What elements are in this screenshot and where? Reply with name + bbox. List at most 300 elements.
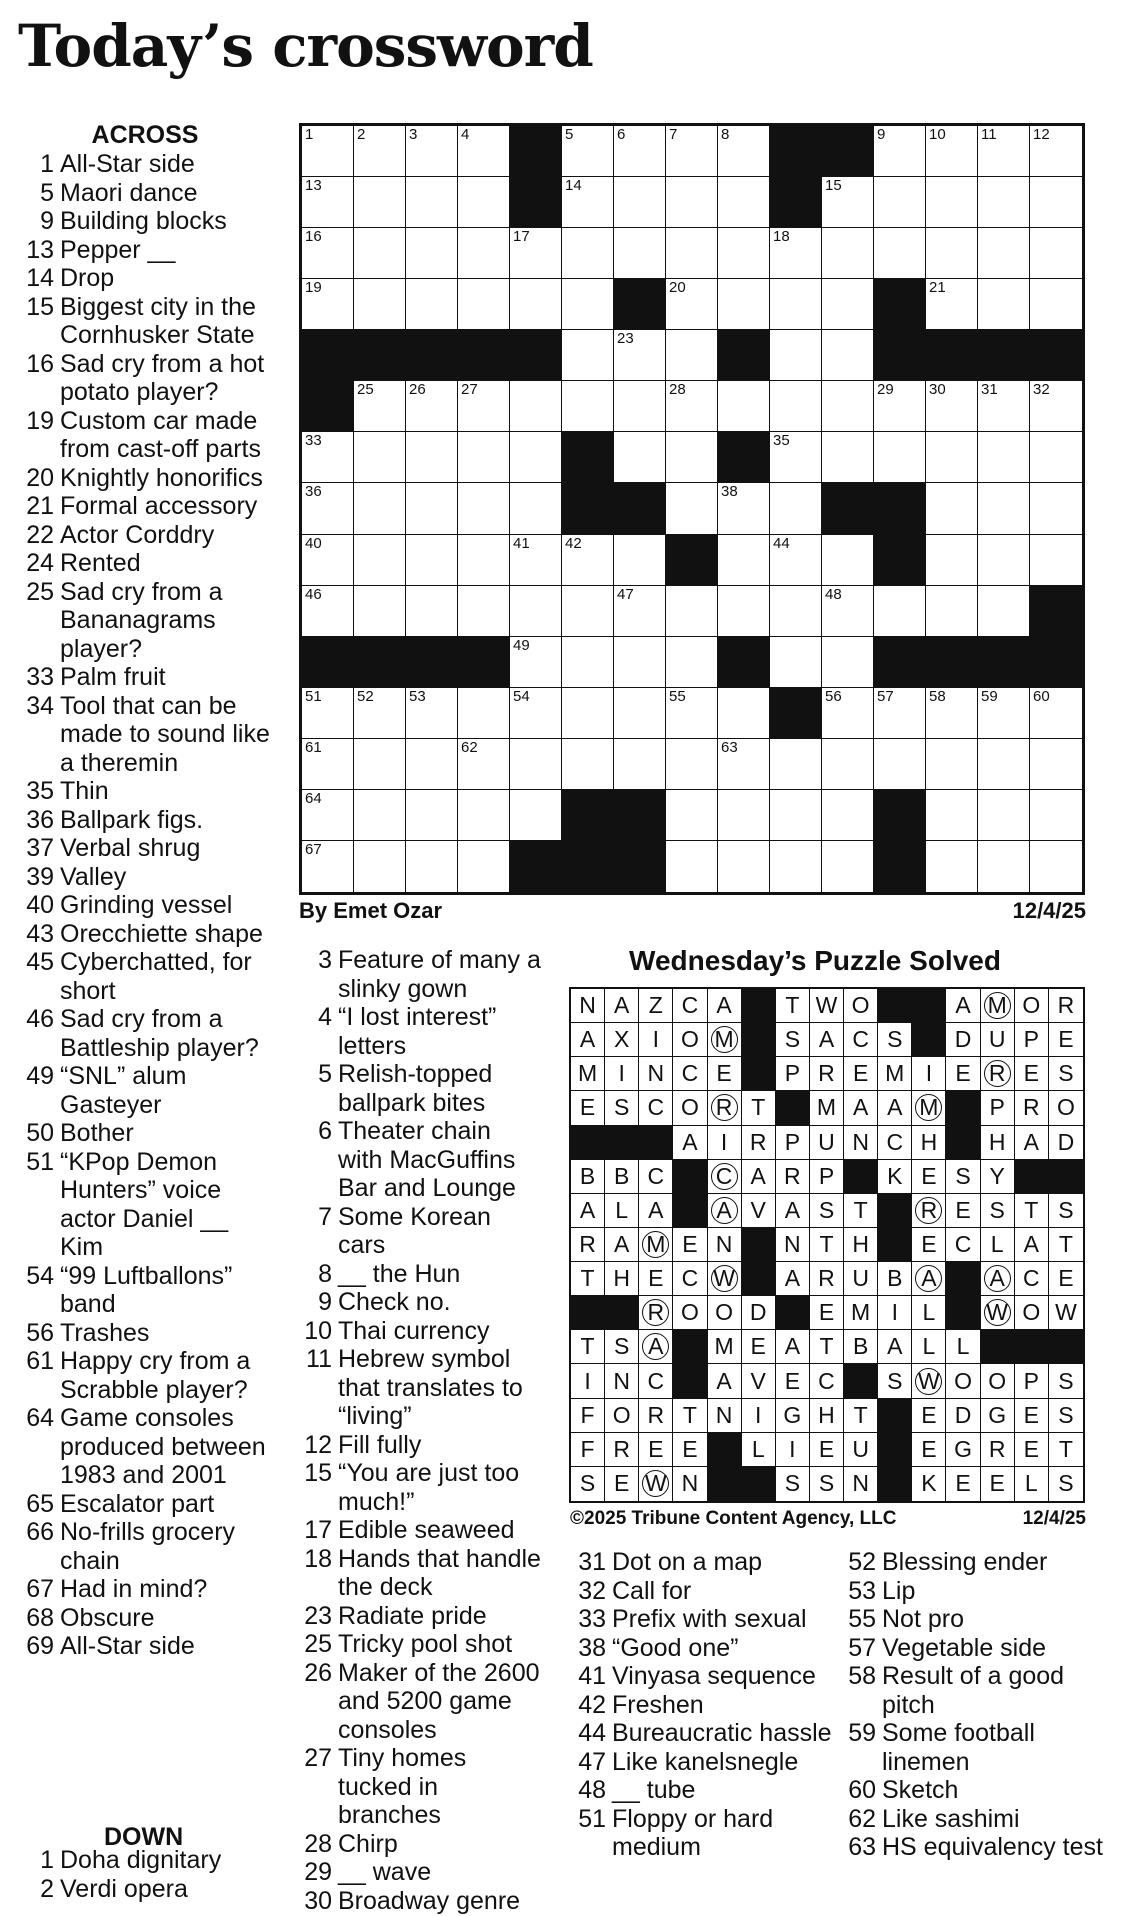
grid-cell[interactable] (614, 228, 666, 279)
grid-block (510, 126, 562, 177)
grid-cell[interactable] (458, 126, 510, 177)
grid-cell[interactable] (822, 177, 874, 228)
across-clue[interactable] (14, 806, 276, 835)
across-clue[interactable] (14, 407, 276, 464)
clue-number: 19 (26, 406, 54, 435)
across-clue[interactable] (14, 1262, 276, 1319)
grid-cell[interactable] (510, 483, 562, 534)
grid-cell[interactable] (406, 739, 458, 790)
grid-cell[interactable] (302, 586, 354, 637)
down-clue[interactable] (292, 1659, 542, 1745)
grid-cell[interactable] (926, 586, 978, 637)
down-clue[interactable] (292, 1630, 542, 1659)
grid-cell[interactable] (510, 535, 562, 586)
grid-cell[interactable] (926, 535, 978, 586)
across-clue[interactable] (14, 1005, 276, 1062)
down-clue[interactable] (836, 1776, 1106, 1805)
down-clue[interactable] (292, 1203, 542, 1260)
grid-cell[interactable] (614, 381, 666, 432)
grid-cell[interactable] (302, 841, 354, 892)
grid-cell[interactable] (718, 739, 770, 790)
down-clue[interactable] (836, 1662, 1106, 1719)
grid-cell[interactable] (354, 432, 406, 483)
grid-cell[interactable] (458, 841, 510, 892)
grid-cell[interactable] (1030, 432, 1082, 483)
grid-cell[interactable] (614, 739, 666, 790)
down-clue[interactable] (292, 1117, 542, 1203)
grid-cell[interactable] (458, 381, 510, 432)
grid-cell[interactable] (926, 177, 978, 228)
grid-cell[interactable] (510, 432, 562, 483)
grid-cell[interactable] (302, 739, 354, 790)
grid-cell[interactable] (614, 535, 666, 586)
grid-cell[interactable] (562, 228, 614, 279)
crossword-grid[interactable] (299, 123, 1085, 895)
down-clue[interactable] (292, 946, 542, 1003)
grid-cell[interactable] (978, 381, 1030, 432)
down-clue[interactable] (836, 1605, 1106, 1634)
across-clue[interactable] (14, 1062, 276, 1119)
grid-cell[interactable] (302, 126, 354, 177)
across-clue[interactable] (14, 920, 276, 949)
across-clue-list (14, 150, 276, 1661)
grid-cell[interactable] (926, 228, 978, 279)
grid-cell[interactable] (874, 739, 926, 790)
grid-cell[interactable] (926, 790, 978, 841)
grid-cell[interactable] (666, 739, 718, 790)
grid-cell[interactable] (978, 228, 1030, 279)
solution-letter: E (1015, 1399, 1049, 1433)
across-clue[interactable] (14, 777, 276, 806)
grid-cell[interactable] (770, 841, 822, 892)
grid-cell[interactable] (354, 688, 406, 739)
grid-block (562, 483, 614, 534)
grid-cell[interactable] (458, 177, 510, 228)
grid-cell[interactable] (510, 228, 562, 279)
grid-cell[interactable] (458, 586, 510, 637)
grid-cell[interactable] (770, 279, 822, 330)
down-clue[interactable] (292, 1260, 542, 1289)
grid-cell[interactable] (718, 586, 770, 637)
grid-cell[interactable] (666, 688, 718, 739)
grid-cell[interactable] (510, 790, 562, 841)
grid-cell[interactable] (354, 228, 406, 279)
grid-cell[interactable] (614, 432, 666, 483)
down-clue[interactable] (14, 1875, 276, 1904)
grid-cell[interactable] (510, 637, 562, 688)
down-clue[interactable] (292, 1459, 542, 1516)
grid-cell[interactable] (926, 841, 978, 892)
down-clue[interactable] (292, 1060, 542, 1117)
grid-cell[interactable] (406, 279, 458, 330)
grid-cell[interactable] (562, 739, 614, 790)
grid-cell[interactable] (354, 739, 406, 790)
clue-text: Actor Corddry (60, 520, 215, 549)
down-clue[interactable] (836, 1634, 1106, 1663)
grid-cell[interactable] (926, 126, 978, 177)
down-clue[interactable] (566, 1577, 838, 1606)
grid-cell[interactable] (302, 279, 354, 330)
grid-cell[interactable] (614, 330, 666, 381)
down-clue[interactable] (292, 1431, 542, 1460)
clue-number: 39 (26, 862, 54, 891)
grid-cell[interactable] (510, 586, 562, 637)
grid-cell[interactable] (926, 688, 978, 739)
down-clue[interactable] (292, 1003, 542, 1060)
across-clue[interactable] (14, 1632, 276, 1661)
down-clue[interactable] (292, 1345, 542, 1431)
across-clue[interactable] (14, 834, 276, 863)
grid-cell[interactable] (874, 126, 926, 177)
clue-text: Check no. (338, 1288, 451, 1316)
grid-cell[interactable] (614, 126, 666, 177)
grid-cell[interactable] (874, 177, 926, 228)
down-clue[interactable] (836, 1833, 1106, 1862)
cell-number: 5 (565, 126, 574, 143)
grid-cell[interactable] (302, 228, 354, 279)
grid-cell[interactable] (822, 586, 874, 637)
across-clue[interactable] (14, 264, 276, 293)
grid-cell[interactable] (302, 688, 354, 739)
grid-cell[interactable] (406, 841, 458, 892)
grid-cell[interactable] (406, 432, 458, 483)
down-clue[interactable] (566, 1634, 838, 1663)
across-clue[interactable] (14, 1119, 276, 1148)
down-clue[interactable] (836, 1805, 1106, 1834)
grid-cell[interactable] (666, 177, 718, 228)
grid-cell[interactable] (354, 483, 406, 534)
grid-cell[interactable] (1030, 177, 1082, 228)
down-clue[interactable] (566, 1805, 838, 1862)
grid-cell[interactable] (978, 739, 1030, 790)
grid-cell[interactable] (770, 739, 822, 790)
across-clue[interactable] (14, 1518, 276, 1575)
grid-cell[interactable] (666, 841, 718, 892)
grid-cell[interactable] (458, 483, 510, 534)
grid-cell[interactable] (718, 688, 770, 739)
grid-cell[interactable] (666, 381, 718, 432)
clue-number: 41 (578, 1662, 606, 1690)
grid-cell[interactable] (354, 841, 406, 892)
cell-number: 67 (305, 840, 322, 858)
grid-cell[interactable] (718, 790, 770, 841)
clue-number: 69 (26, 1632, 54, 1660)
grid-cell[interactable] (406, 228, 458, 279)
clue-text: Dot on a map (612, 1548, 763, 1576)
grid-cell[interactable] (822, 535, 874, 586)
grid-cell[interactable] (718, 279, 770, 330)
down-clue[interactable] (292, 1317, 542, 1346)
grid-cell[interactable] (770, 228, 822, 279)
grid-cell[interactable] (1030, 739, 1082, 790)
down-clue[interactable] (292, 1516, 542, 1545)
grid-cell[interactable] (666, 330, 718, 381)
clue-number: 27 (304, 1744, 332, 1772)
across-clue[interactable] (14, 464, 276, 493)
grid-cell[interactable] (1030, 381, 1082, 432)
grid-cell[interactable] (406, 688, 458, 739)
grid-cell[interactable] (770, 483, 822, 534)
grid-cell[interactable] (926, 432, 978, 483)
across-clue[interactable] (14, 692, 276, 778)
grid-cell[interactable] (926, 739, 978, 790)
down-clue[interactable] (566, 1748, 838, 1777)
down-clue[interactable] (14, 1846, 276, 1875)
solution-letter: S (776, 1467, 810, 1501)
down-clue[interactable] (566, 1548, 838, 1577)
grid-cell[interactable] (978, 535, 1030, 586)
grid-cell[interactable] (666, 790, 718, 841)
grid-cell[interactable] (978, 483, 1030, 534)
solution-letter: O (844, 989, 878, 1023)
grid-cell[interactable] (718, 126, 770, 177)
down-clue[interactable] (292, 1830, 542, 1859)
solution-letter: A (844, 1091, 878, 1125)
grid-cell[interactable] (978, 790, 1030, 841)
grid-cell[interactable] (562, 330, 614, 381)
across-clue[interactable] (14, 207, 276, 236)
grid-cell[interactable] (1030, 228, 1082, 279)
grid-cell[interactable] (718, 841, 770, 892)
grid-cell[interactable] (1030, 790, 1082, 841)
down-clue[interactable] (836, 1719, 1106, 1776)
grid-cell[interactable] (562, 381, 614, 432)
solution-letter: B (605, 1160, 639, 1194)
across-clue[interactable] (14, 1148, 276, 1262)
grid-cell[interactable] (822, 381, 874, 432)
clue-number: 9 (318, 1288, 332, 1316)
grid-cell[interactable] (978, 586, 1030, 637)
grid-cell[interactable] (770, 790, 822, 841)
grid-cell[interactable] (978, 432, 1030, 483)
grid-cell[interactable] (978, 688, 1030, 739)
grid-cell[interactable] (822, 432, 874, 483)
grid-cell[interactable] (978, 841, 1030, 892)
grid-cell[interactable] (510, 739, 562, 790)
across-clue[interactable] (14, 549, 276, 578)
grid-cell[interactable] (302, 177, 354, 228)
grid-cell[interactable] (822, 637, 874, 688)
grid-cell[interactable] (406, 586, 458, 637)
grid-cell[interactable] (1030, 126, 1082, 177)
down-clue[interactable] (566, 1691, 838, 1720)
grid-cell[interactable] (926, 279, 978, 330)
clue-number: 56 (26, 1318, 54, 1347)
across-clue[interactable] (14, 179, 276, 208)
grid-cell[interactable] (614, 688, 666, 739)
grid-cell[interactable] (510, 688, 562, 739)
grid-cell[interactable] (562, 637, 614, 688)
across-clue[interactable] (14, 150, 276, 179)
clue-number: 34 (26, 691, 54, 720)
grid-cell[interactable] (458, 790, 510, 841)
grid-cell[interactable] (666, 279, 718, 330)
grid-cell[interactable] (614, 177, 666, 228)
grid-cell[interactable] (770, 637, 822, 688)
grid-cell[interactable] (406, 126, 458, 177)
solution-letter: R (605, 1433, 639, 1467)
across-clue[interactable] (14, 1575, 276, 1604)
grid-cell[interactable] (458, 432, 510, 483)
grid-cell[interactable] (718, 381, 770, 432)
down-clue[interactable] (292, 1887, 542, 1916)
grid-cell[interactable] (874, 381, 926, 432)
grid-cell[interactable] (614, 586, 666, 637)
grid-cell[interactable] (874, 586, 926, 637)
grid-cell[interactable] (354, 381, 406, 432)
grid-cell[interactable] (406, 483, 458, 534)
grid-cell[interactable] (822, 228, 874, 279)
grid-cell[interactable] (770, 381, 822, 432)
across-clue[interactable] (14, 1490, 276, 1519)
grid-cell[interactable] (666, 228, 718, 279)
across-clue[interactable] (14, 293, 276, 350)
across-clue[interactable] (14, 891, 276, 920)
clue-number: 47 (578, 1747, 606, 1776)
across-clue[interactable] (14, 1319, 276, 1348)
across-clue[interactable] (14, 236, 276, 265)
grid-cell[interactable] (354, 177, 406, 228)
grid-cell[interactable] (406, 381, 458, 432)
across-clue[interactable] (14, 1604, 276, 1633)
clue-text: Vinyasa sequence (612, 1662, 816, 1690)
grid-cell[interactable] (926, 483, 978, 534)
solution-letter: P (810, 1160, 844, 1194)
clue-text: Escalator part (60, 1489, 215, 1518)
grid-cell[interactable] (510, 381, 562, 432)
across-clue[interactable] (14, 578, 276, 664)
clue-text: “Good one” (612, 1633, 739, 1662)
grid-block (822, 483, 874, 534)
down-clue[interactable] (836, 1548, 1106, 1577)
solution-block (673, 1160, 707, 1194)
grid-cell[interactable] (614, 637, 666, 688)
grid-cell[interactable] (822, 841, 874, 892)
grid-cell[interactable] (770, 432, 822, 483)
grid-cell[interactable] (406, 535, 458, 586)
grid-cell[interactable] (458, 279, 510, 330)
grid-cell[interactable] (1030, 279, 1082, 330)
grid-cell[interactable] (666, 637, 718, 688)
grid-cell[interactable] (458, 739, 510, 790)
grid-cell[interactable] (978, 177, 1030, 228)
down-clue[interactable] (566, 1719, 838, 1748)
across-clue[interactable] (14, 1347, 276, 1404)
grid-cell[interactable] (562, 279, 614, 330)
solution-circled-letter: M (981, 989, 1015, 1023)
grid-cell[interactable] (926, 381, 978, 432)
grid-cell[interactable] (770, 330, 822, 381)
grid-cell[interactable] (354, 535, 406, 586)
grid-cell[interactable] (302, 535, 354, 586)
across-clue[interactable] (14, 663, 276, 692)
solution-letter: R (810, 1262, 844, 1296)
grid-cell[interactable] (458, 535, 510, 586)
grid-cell[interactable] (822, 739, 874, 790)
grid-cell[interactable] (718, 228, 770, 279)
solution-letter: E (946, 1467, 980, 1501)
grid-cell[interactable] (718, 535, 770, 586)
grid-cell[interactable] (510, 279, 562, 330)
grid-cell[interactable] (978, 126, 1030, 177)
grid-cell[interactable] (458, 228, 510, 279)
grid-cell[interactable] (562, 535, 614, 586)
clue-number: 52 (848, 1548, 876, 1576)
grid-cell[interactable] (822, 688, 874, 739)
grid-cell[interactable] (874, 228, 926, 279)
grid-cell[interactable] (302, 432, 354, 483)
grid-cell[interactable] (562, 586, 614, 637)
grid-cell[interactable] (770, 586, 822, 637)
grid-cell[interactable] (718, 483, 770, 534)
grid-cell[interactable] (302, 483, 354, 534)
grid-cell[interactable] (354, 790, 406, 841)
grid-cell[interactable] (406, 177, 458, 228)
grid-cell[interactable] (562, 126, 614, 177)
down-clue[interactable] (566, 1605, 838, 1634)
cell-number: 19 (305, 279, 322, 297)
grid-cell[interactable] (458, 688, 510, 739)
grid-cell[interactable] (1030, 483, 1082, 534)
grid-cell[interactable] (874, 432, 926, 483)
grid-cell[interactable] (770, 535, 822, 586)
across-clue[interactable] (14, 863, 276, 892)
across-clue[interactable] (14, 492, 276, 521)
grid-cell[interactable] (978, 279, 1030, 330)
grid-cell[interactable] (406, 790, 458, 841)
grid-cell[interactable] (354, 586, 406, 637)
down-clue[interactable] (566, 1776, 838, 1805)
down-clue[interactable] (566, 1662, 838, 1691)
cell-number: 16 (305, 228, 322, 246)
grid-cell[interactable] (666, 483, 718, 534)
grid-cell[interactable] (562, 177, 614, 228)
grid-cell[interactable] (1030, 688, 1082, 739)
across-clue[interactable] (14, 948, 276, 1005)
down-clue[interactable] (292, 1744, 542, 1830)
grid-cell[interactable] (822, 279, 874, 330)
across-clue[interactable] (14, 1404, 276, 1490)
grid-cell[interactable] (354, 279, 406, 330)
solution-letter: I (605, 1057, 639, 1091)
down-clue[interactable] (292, 1858, 542, 1887)
down-clue[interactable] (292, 1545, 542, 1602)
grid-cell[interactable] (562, 688, 614, 739)
solution-circled-letter: M (912, 1091, 946, 1125)
cell-number: 3 (409, 126, 418, 143)
across-clue[interactable] (14, 521, 276, 550)
grid-cell[interactable] (666, 586, 718, 637)
down-clue[interactable] (292, 1288, 542, 1317)
solution-letter: A (571, 1023, 605, 1057)
grid-cell[interactable] (1030, 841, 1082, 892)
grid-cell[interactable] (666, 126, 718, 177)
clue-number: 6 (318, 1117, 332, 1145)
grid-cell[interactable] (718, 177, 770, 228)
grid-cell[interactable] (1030, 535, 1082, 586)
grid-cell[interactable] (302, 790, 354, 841)
grid-cell[interactable] (822, 790, 874, 841)
down-clue[interactable] (836, 1577, 1106, 1606)
grid-cell[interactable] (354, 126, 406, 177)
grid-cell[interactable] (874, 688, 926, 739)
grid-cell[interactable] (822, 330, 874, 381)
grid-cell[interactable] (666, 432, 718, 483)
clue-text: All-Star side (60, 150, 195, 178)
across-clue[interactable] (14, 350, 276, 407)
down-clue[interactable] (292, 1602, 542, 1631)
solution-letter: X (605, 1023, 639, 1057)
